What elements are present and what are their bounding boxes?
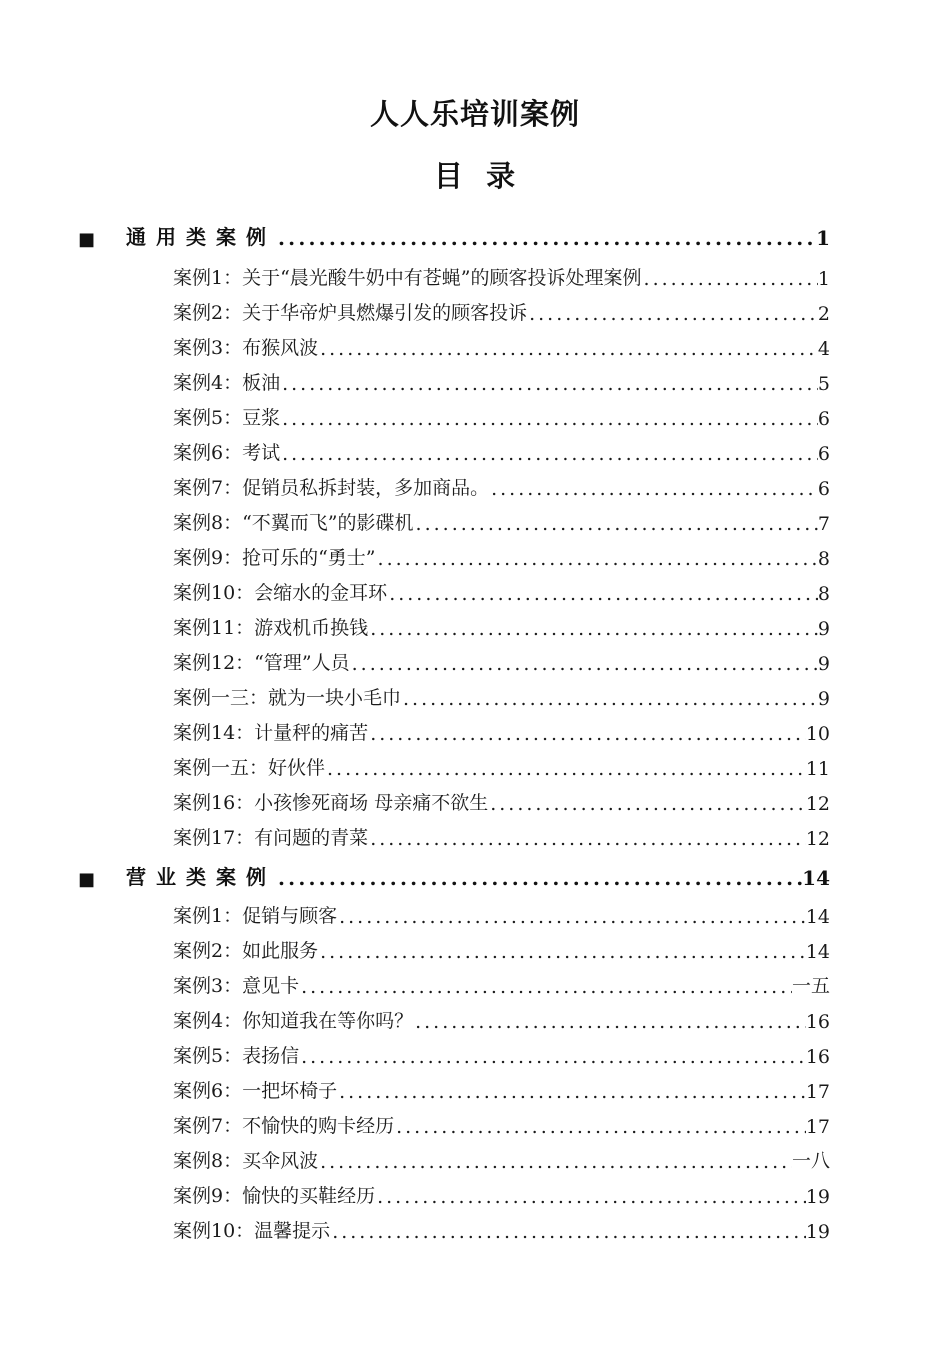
toc-entry[interactable] [173,1178,830,1208]
toc-entry[interactable] [173,680,830,710]
entry-label: 案例2：关于华帝炉具燃爆引发的顾客投诉 [173,302,528,324]
entry-page-number: 19 [805,1221,830,1243]
entry-label: 案例9：抢可乐的“勇士” [173,547,376,569]
entry-label: 案例12：“管理”人员 [173,652,350,674]
toc-entry[interactable] [173,610,830,640]
entry-label: 案例10：会缩水的金耳环 [173,582,388,604]
dot-leader [280,443,818,465]
dot-leader [413,1011,806,1033]
entry-page-number: 一五 [791,975,830,997]
dot-leader [368,618,818,640]
entry-page-number: 12 [805,793,830,815]
toc-section-business[interactable] [78,860,830,890]
entry-page-number: 8 [817,548,830,570]
dot-leader [276,226,816,250]
dot-leader [318,941,806,963]
entry-label: 案例一三：就为一块小毛巾 [173,687,402,709]
dot-leader [387,583,818,605]
dot-leader [350,653,818,675]
entry-page-number: 19 [805,1186,830,1208]
entry-label: 案例6：考试 [173,442,281,464]
dot-leader [368,828,806,850]
dot-leader [375,1186,806,1208]
entry-label: 案例3：意见卡 [173,975,300,997]
square-bullet-icon: ■ [78,869,96,890]
entry-label: 案例16：小孩惨死商场 母亲痛不欲生 [173,792,489,814]
entry-page-number: 一八 [791,1150,830,1172]
dot-leader [376,548,818,570]
entry-page-number: 6 [817,478,830,500]
dot-leader [642,268,818,290]
section-page-number: 1 [816,226,830,250]
dot-leader [489,478,818,500]
toc-entry[interactable] [173,365,830,395]
toc-entry[interactable] [173,470,830,500]
entry-page-number: 17 [805,1116,830,1138]
toc-entry[interactable] [173,933,830,963]
entry-page-number: 11 [805,758,830,780]
entry-label: 案例8：“不翼而飞”的影碟机 [173,512,414,534]
entry-label: 案例2：如此服务 [173,940,319,962]
toc-section-general[interactable] [78,220,830,250]
entry-label: 案例1：促销与顾客 [173,905,338,927]
entry-label: 案例一五：好伙伴 [173,757,326,779]
toc-entry[interactable] [173,400,830,430]
dot-leader [527,303,818,325]
entry-label: 案例4：你知道我在等你吗？ [173,1010,414,1032]
entry-page-number: 1 [817,268,830,290]
entry-page-number: 6 [817,408,830,430]
entry-page-number: 5 [817,373,830,395]
entry-page-number: 10 [805,723,830,745]
dot-leader [488,793,806,815]
entry-label: 案例7：促销员私拆封装，多加商品。 [173,477,490,499]
toc-entry[interactable] [173,330,830,360]
entry-page-number: 16 [805,1046,830,1068]
entry-page-number: 16 [805,1011,830,1033]
entry-page-number: 7 [817,513,830,535]
toc-entry[interactable] [173,435,830,465]
entry-label: 案例17：有问题的青菜 [173,827,369,849]
entry-label: 案例5：表扬信 [173,1045,300,1067]
entry-page-number: 17 [805,1081,830,1103]
toc-entry[interactable] [173,820,830,850]
toc-entry[interactable] [173,1003,830,1033]
entry-label: 案例4：板油 [173,372,281,394]
dot-leader [414,513,818,535]
entry-label: 案例6：一把坏椅子 [173,1080,338,1102]
section-label: 通用类案例 [126,225,276,249]
dot-leader [318,338,818,360]
entry-page-number: 8 [817,583,830,605]
toc-heading: 目 录 [433,159,517,193]
dot-leader [280,408,818,430]
entry-label: 案例1：关于“晨光酸牛奶中有苍蝇”的顾客投诉处理案例 [173,267,642,289]
dot-leader [337,1081,806,1103]
dot-leader [394,1116,806,1138]
entry-page-number: 9 [817,653,830,675]
toc-entry[interactable] [173,295,830,325]
dot-leader [276,866,802,890]
dot-leader [368,723,806,745]
dot-leader [280,373,818,395]
entry-label: 案例8：买伞风波 [173,1150,319,1172]
dot-leader [299,976,792,998]
toc-entry[interactable] [173,715,830,745]
entry-label: 案例7：不愉快的购卡经历 [173,1115,395,1137]
entry-label: 案例14：计量秤的痛苦 [173,722,369,744]
entry-page-number: 4 [817,338,830,360]
entry-page-number: 9 [817,618,830,640]
dot-leader [401,688,818,710]
toc-entry[interactable] [173,1073,830,1103]
dot-leader [318,1151,792,1173]
entry-page-number: 6 [817,443,830,465]
section-page-number: 14 [802,866,830,890]
toc-entry[interactable] [173,1213,830,1243]
document-title: 人人乐培训案例 [369,97,580,131]
entry-page-number: 14 [805,906,830,928]
entry-label: 案例11：游戏机币换钱 [173,617,369,639]
toc-entry[interactable] [173,1108,830,1138]
entry-page-number: 9 [817,688,830,710]
toc-entry[interactable] [173,968,830,998]
entry-page-number: 12 [805,828,830,850]
entry-page-number: 2 [817,303,830,325]
square-bullet-icon: ■ [78,229,96,250]
toc-entry[interactable] [173,1143,830,1173]
toc-entry[interactable] [173,645,830,675]
toc-entry[interactable] [173,750,830,780]
toc-entry[interactable] [173,540,830,570]
entry-label: 案例9：愉快的买鞋经历 [173,1185,376,1207]
toc-entry[interactable] [173,575,830,605]
entry-page-number: 14 [805,941,830,963]
entry-label: 案例5：豆浆 [173,407,281,429]
toc-entry[interactable] [173,898,830,928]
dot-leader [325,758,806,780]
entry-label: 案例10：温馨提示 [173,1220,331,1242]
toc-entry[interactable] [173,785,830,815]
toc-entry[interactable] [173,505,830,535]
toc-entry[interactable] [173,1038,830,1068]
entry-label: 案例3：布猴风波 [173,337,319,359]
dot-leader [330,1221,806,1243]
dot-leader [299,1046,806,1068]
dot-leader [337,906,806,928]
toc-entry[interactable] [173,260,830,290]
section-label: 营业类案例 [126,865,276,889]
